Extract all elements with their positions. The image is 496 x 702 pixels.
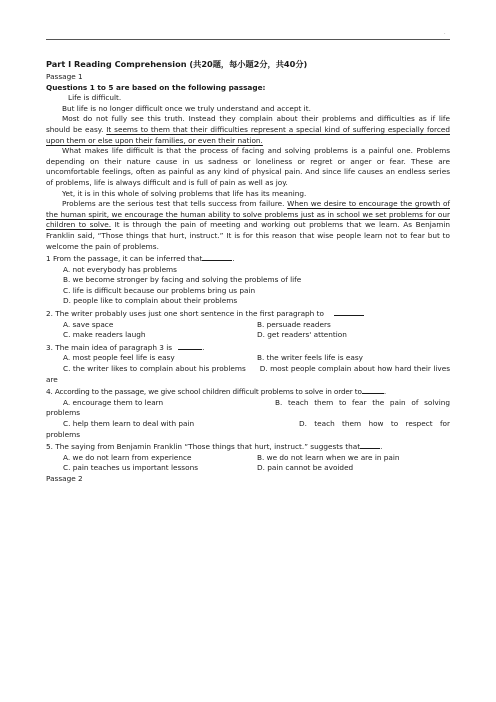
part-title: Part I Reading Comprehension (共20题，每小题2分，共40分)	[46, 59, 308, 69]
options-2-row-1	[46, 320, 450, 331]
passage1-paragraph-3	[46, 114, 450, 146]
option-3a: A. most people feel life is easy	[63, 353, 175, 363]
question-1	[46, 252, 450, 265]
option-5c: C. pain teaches us important lessons	[63, 463, 199, 473]
question-5	[46, 440, 450, 453]
option-4d: D. teach them how to respect for problems	[46, 419, 450, 439]
header-dot: .	[444, 30, 446, 36]
option-3b: B. the writer feels life is easy	[257, 353, 363, 363]
options-2-row-2	[46, 330, 450, 341]
header-rule	[46, 39, 450, 40]
options-5-row-1	[46, 453, 450, 464]
answer-blank[interactable]	[334, 307, 364, 316]
passage1-paragraph-5: Yet, it is in this whole of solving problems that life has its meaning.	[62, 188, 307, 198]
question-stem: 3. The main idea of paragraph 3 is	[46, 342, 173, 352]
passage2-label: Passage 2	[46, 473, 83, 483]
question-2	[46, 307, 450, 320]
answer-blank[interactable]	[202, 252, 235, 264]
options-5-row-2	[46, 463, 450, 474]
question-3	[46, 341, 450, 354]
option-2b: B. persuade readers	[257, 319, 331, 329]
passage1-paragraph-1: Life is difficult.	[68, 93, 122, 103]
question-4	[46, 385, 450, 398]
options-3-row-2	[46, 364, 450, 385]
option-5a: A. we do not learn from experience	[63, 452, 192, 462]
paragraph-6-underlined: When we desire to encourage the growth of the human spirit, we encourage the human ability to solve problems just as in school we set problems for our children to solve.	[46, 199, 450, 230]
paragraph-3-text: Most do not fully see this truth. Instead they complain about their problems and difficulties as if life should be easy.	[46, 114, 450, 134]
passage1-paragraph-6	[46, 199, 450, 252]
option-1a: A. not everybody has problems	[63, 264, 177, 274]
option-2c: C. make readers laugh	[63, 330, 146, 340]
passage1-instruction: Questions 1 to 5 are based on the following passage:	[46, 82, 266, 92]
passage1-paragraph-4: What makes life difficult is that the process of facing and solving problems is a painful one. Problems depending on their nature cause in us sadness or loneliness or regret or anger or fear. These are uncomfortable feelings, often as painful as any kind of physical pain. And since life causes an endless series of problems, life is always difficult and is full of pain as well as joy.	[46, 146, 450, 187]
question-tail: .	[232, 254, 235, 264]
question-stem: 2. The writer probably uses just one short sentence in the first paragraph to	[46, 309, 324, 319]
option-2a: A. save space	[63, 319, 114, 329]
question-tail: .	[383, 387, 386, 397]
option-1c: C. life is difficult because our problems bring us pain	[63, 285, 256, 295]
answer-blank[interactable]	[360, 440, 383, 452]
passage1-label: Passage 1	[46, 72, 83, 81]
paragraph-3-underlined: It seems to them that their difficulties represent a special kind of suffering especially forced upon them or else upon their families, or even their nation.	[46, 124, 450, 145]
passage1-paragraph-2: But life is no longer difficult once we truly understand and accept it.	[62, 103, 311, 113]
option-1d: D. people like to complain about their problems	[63, 296, 238, 306]
option-5d: D. pain cannot be avoided	[257, 463, 354, 473]
question-stem: 4. According to the passage, we give school children difficult problems to solve in order to	[46, 387, 362, 397]
question-stem: 1 From the passage, it can be inferred that	[46, 254, 203, 264]
answer-blank[interactable]	[178, 341, 205, 352]
option-4a: A. encourage them to learn	[63, 397, 164, 407]
answer-blank[interactable]	[362, 385, 386, 397]
options-4-row-1	[46, 398, 450, 419]
question-stem: 5. The saying from Benjamin Franklin “Those things that hurt, instruct.” suggests that	[46, 442, 361, 452]
options-3-row-1	[46, 353, 450, 364]
document-body	[46, 44, 450, 485]
paragraph-6-text-b: It is through the pain of meeting and working out problems that we learn. As Benjamin Franklin said, “Those things that hurt, instruct.” It is for this reason that wise people learn not to fear but to welcome the pain of problems.	[46, 220, 450, 251]
option-5b: B. we do not learn when we are in pain	[257, 452, 400, 462]
option-2d: D. get readers' attention	[257, 330, 347, 340]
question-tail: .	[202, 342, 205, 352]
option-4b: B. teach them to fear the pain of solving problems	[46, 397, 450, 418]
options-4-row-2	[46, 419, 450, 440]
question-tail: .	[380, 442, 383, 452]
option-4c: C. help them learn to deal with pain	[63, 419, 195, 428]
option-3c: C. the writer likes to complain about his problems	[63, 364, 246, 374]
option-3d: D. most people complain about how hard their lives are	[46, 364, 450, 384]
option-1b: B. we become stronger by facing and solving the problems of life	[63, 275, 302, 285]
paragraph-6-text-a: Problems are the serious test that tells success from failure.	[62, 199, 288, 209]
